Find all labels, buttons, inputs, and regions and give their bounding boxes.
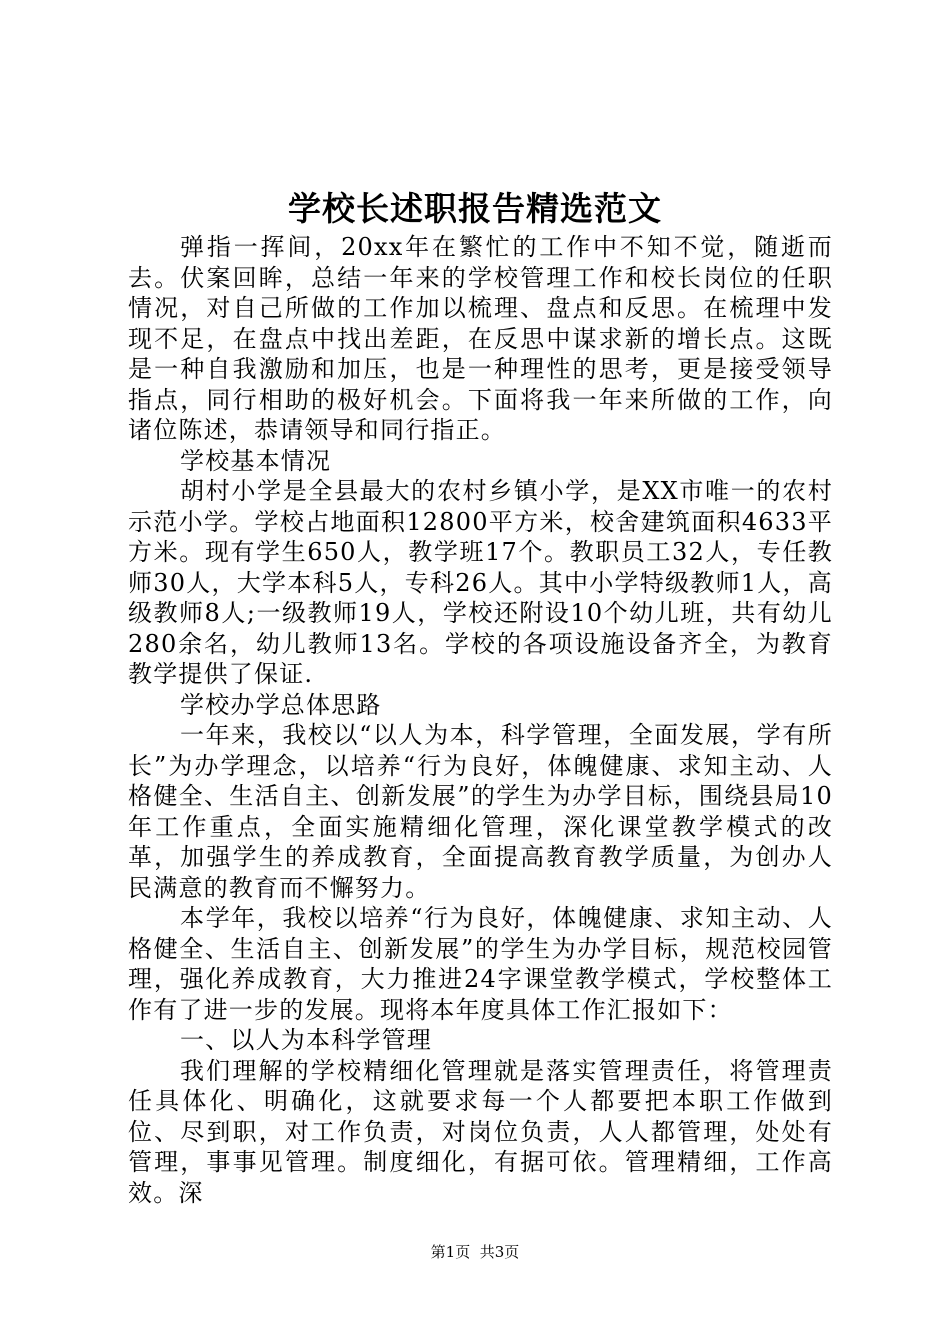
section-heading-basic-info: 学校基本情况 xyxy=(180,446,332,475)
document-title: 学校长述职报告精选范文 xyxy=(288,189,662,228)
intro-paragraph: 弹指一挥间，20xx年在繁忙的工作中不知不觉，随逝而去。伏案回眸，总结一年来的学校管理工作和校长岗位的任职情况，对自己所做的工作加以梳理、盘点和反思。在梳理中发现不足，在盘点中找出差距，在反思中谋求新的增长点。这既是一种自我激励和加压，也是一种理性的思考，更是接受领导指点，同行相助的极好机会。下面将我一年来所做的工作，向诸位陈述，恭请领导和同行指正。 xyxy=(128,233,833,444)
section-heading-overall-approach: 学校办学总体思路 xyxy=(180,690,382,719)
management-paragraph: 我们理解的学校精细化管理就是落实管理责任，将管理责任具体化、明确化，这就要求每一个人都要把本职工作做到位、尽到职，对工作负责，对岗位负责，人人都管理，处处有管理，事事见管理。制度细化，有据可依。管理精细，工作高效。深 xyxy=(128,1056,833,1207)
document-body xyxy=(128,232,833,1208)
approach-paragraph: 一年来，我校以“以人为本，科学管理，全面发展，学有所长”为办学理念，以培养“行为良好，体魄健康、求知主动、人格健全、生活自主、创新发展”的学生为办学目标，围绕县局10年工作重点，全面实施精细化管理，深化课堂教学模式的改革，加强学生的养成教育，全面提高教育教学质量，为创办人民满意的教育而不懈努力。 xyxy=(128,721,833,902)
school-year-paragraph: 本学年，我校以培养“行为良好，体魄健康、求知主动、人格健全、生活自主、创新发展”的学生为办学目标，规范校园管理，强化养成教育，大力推进24字课堂教学模式，学校整体工作有了进一步的发展。现将本年度具体工作汇报如下： xyxy=(128,904,833,1024)
basic-info-paragraph: 胡村小学是全县最大的农村乡镇小学，是XX市唯一的农村示范小学。学校占地面积12800平方米，校舍建筑面积4633平方米。现有学生650人，教学班17个。教职员工32人，专任教师30人，大学本科5人，专科26人。其中小学特级教师1人，高级教师8人;一级教师19人，学校还附设10个幼儿班，共有幼儿280余名，幼儿教师13名。学校的各项设施设备齐全，为教育教学提供了保证. xyxy=(128,477,833,688)
page-footer xyxy=(0,1242,950,1262)
section-heading-management: 一、以人为本科学管理 xyxy=(180,1026,432,1054)
page-total: 共3页 xyxy=(479,1243,520,1261)
page-number: 第1页 xyxy=(430,1243,471,1261)
